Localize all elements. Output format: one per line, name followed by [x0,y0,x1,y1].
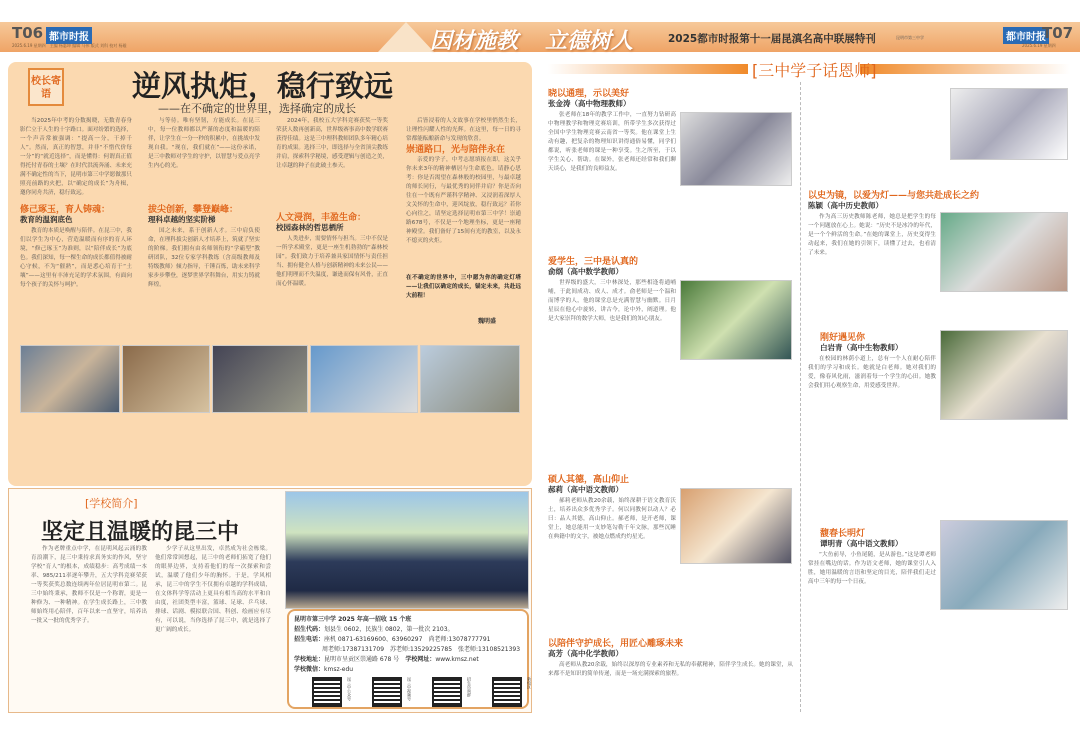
section-heading: 拔尖创新，攀登巅峰： [148,205,239,215]
closing-statement: 在不确定的世界中，三中愿为你的确定灯塔——让我们以确定的成长，锚定未来，共赴远大前程！ [406,275,521,299]
qr-code[interactable] [492,677,522,707]
qr-code[interactable] [432,677,462,707]
intro-title: 坚定且温暖的昆三中 [41,520,240,545]
info-label: 招生代码： [294,626,325,633]
qr-label: 招生咨询群 [467,677,472,697]
school-name: 昆明市第三中学 [896,35,924,40]
paper-logo: 都市时报 [46,27,92,44]
principal-label: 校长寄语 [28,68,64,106]
principal-title: 逆风执炬，稳行致远 [132,69,394,103]
banner-bar-left [548,64,748,74]
article-author: 俞纲（高中数学教师） [548,267,623,276]
section-body: 亲爱的学子，中考志愿填报在即，这关乎你未来3年的精神栖居与生命底色。请静心思考：你是否渴望在森林般的校园里，与最卓越的师长同行，与最优秀的同伴并肩？你是否向往在一个既有严谨科学精神、又浸润着深厚人文关怀的生命中，迎风绽放，稳行致远？若你心向往之，请坚定选择昆明市第三中学！崇通路678号，不仅是一个地理坐标，更是一座精神殿堂。我们备好了15间有光的教室，以及永不熄灭的火炬。 [406,157,521,244]
article-body: 在校园的林荫小道上，总有一个人在耐心陪伴我们的学习和成长。她就是白老师。她对我们的爱，像春风化雨，滋润着每一个学生的心田。她教会我们用心观察生命，用爱感受世界。 [808,356,936,389]
article-title: 以史为镜，以爱为灯——与您共赴成长之约 [808,191,980,201]
section-subheading: 理科卓越的坚实阶梯 [148,215,216,224]
qr-label: 昆三中视频号 [407,677,412,701]
article-body: 张老师在18年的教学工作中，一直努力钻研高中物理教学和物理竞赛培训，所带学生多次获得过全国中学生物理竞赛云南省一等奖。他在课堂上生动有趣，把复杂的物理知识讲得通俗易懂，同学们都说，听张老师的课是一种享受。生之所至，于以学生关心、帮助。在课外，张老师还经常和我们聊天谈心，是我们的良师益友。 [548,112,676,172]
section-body: 与等待。唯有坚韧，方能成长。在昆三中，每一位教师都以严谨的态度和温暖的陪伴，让学生在一分一秒的积累中，在挑战中发现自我。“现在，我们就在”——这份承诺，是三中教师对学生的守护，以智慧与爱点亮学生内心的光。 [148,118,260,169]
section-banner: [三中学子话恩师] [752,61,877,80]
photo-history-teacher [940,212,1068,292]
enroll-code: 划县生 0602，民族生 0802，第一批次 2103。 [324,626,454,633]
mountain-decoration [378,22,434,52]
banner-bar-right [860,64,1070,74]
page-number-right: T07 [1042,24,1074,42]
school-address: 昆明市呈贡区崇通路 678 号 [324,656,400,663]
article-title: 硕人其德，高山仰止 [548,475,630,485]
article-author: 高芳（高中化学教师） [548,649,623,658]
section-art-left: 因材施教 [430,29,519,54]
photo-chinese-teacher-2 [940,520,1068,610]
qr-code[interactable] [372,677,402,707]
section-body: 人类进步，需要情怀与担当。三中不仅是一所学术殿堂，更是一座生机勃勃的“森林校园”。我们致力于培养兼具家国情怀与责任担当、拥有健全人格与创新精神的未来公民——他们明理而不失温度，谦逊而保有风骨，正直而心怀温暖。 [276,236,388,287]
school-wechat: kmsz-edu [324,666,354,673]
intro-paragraph: 当2025年中考的分数揭晓，无数青春身影伫立于人生的十字路口。面对纷繁的选择，一个声音常被强调：“提高一分，干掉千人”。然而，真正的智慧，并非“不惜代价每一分”的“就近选择”，而是懂得：何谓真正值得托付青春的土壤？在时代洪流奔涌、未来充满不确定性的当下，昆明市第三中学愿做那只照亮前路的火把，以“确定的成长”为舟楫，邀你同舟共济，稳行致远。 [20,118,132,196]
section-heading: 崇通路口，光与陪伴永在 [406,145,506,155]
photo-library [420,345,520,413]
signature: 魏明盛 [478,318,497,325]
intro-body-col1: 作为老牌重点中学，在昆明风起云涌的教育浪潮下，昆三中秉持求真务实的作风，坚守学校“育人”的根本，成绩稳步：高考成绩一本率、985/211率逐年攀升，五大学科竞赛荣获一等奖获奖总数连续两年位居昆明市第二。昆三中始终秉承，教师不仅是一个称谓，更是一种修为、一种精神。在学生成长路上，三中教师始终用心陪伴，百年以来一直坚守，培养出一批又一批的优秀学子。 [31,546,147,624]
article-author: 张金涛（高中物理教师） [548,99,631,108]
enrollment-info [287,609,532,709]
article-title: 馥春长明灯 [820,529,866,539]
article-author: 白岩青（高中生物教师） [820,343,903,352]
special-title: 2025都市时报第十一届昆滇名高中联展特刊 [668,33,876,45]
enroll-phone: 座机 0871-63169600、63960297 尚老师:13078777791 [324,636,491,643]
article-body: 郝莉老师从教20余载，始终深耕于语文教育沃土，培养出众多优秀学子。何以同教何以动人？必曰：品人其德，高山仰止。郝老师，是开老师，课堂上，她总能用一支妙笔勾勒千年文脉，那些沉睡在典籍中的文字，被她点燃成灼灼星光。 [548,498,676,540]
info-title: 昆明市第三中学 2025 年高一招收 15 个班 [294,616,412,623]
paper-logo-right: 都市时报 [1003,27,1049,44]
photo-students [212,345,308,413]
article-body: 作为高三历史教师陈老师，她总是把学生的每一个问题放在心上。她说：“历史不是冰冷的年代，是一个个鲜活的生命。”在她的课堂上，历史变得生动起来，我们在她的引领下，读懂了过去，也看清了未来。 [808,214,936,256]
photo-school-group [285,491,529,609]
principal-subtitle: ——在不确定的世界里，选择确定的成长 [158,102,356,115]
photo-history-class [950,88,1068,160]
date-line: 2025.6.19 星期四 [12,43,46,48]
enroll-phone-2: 周老师:17387131709 苏老师:13529225785 张老师:13108521393 [322,646,521,653]
section-subheading: 教育的温润底色 [20,215,73,224]
article-title: 刚好遇见你 [820,333,866,343]
section-body: 国之未来，系于创新人才。三中肩负使命，在理科拔尖创新人才培养上，筑就了坚实的阶梯。我们拥有由名师领衔的“学霸型”教研团队，32位专家学科教练（含高级教师及特级教师）倾力指导，千锤百炼，助未来科学家步步攀登，逐梦世界学科舞台，用实力铸就辉煌。 [148,228,260,288]
intro-label: [学校简介] [85,497,138,510]
info-label: 学校地址： [294,656,325,663]
article-body: “大鱼前导，小鱼尾随，是从游也。”这是谭老师常挂在嘴边的话。作为语文老师，她的课堂引人入胜，她用温暖的言语和坚定的目光，陪伴我们走过高中三年的每一个日夜。 [808,552,936,585]
article-title: 爱学生，三中是认真的 [548,257,639,267]
section-heading: 修己琢玉，育人铸魂： [20,205,111,215]
article-body: 高老师从教20余载，始终以深厚的专业素养和无私的奉献精神，陪伴学生成长。她的课堂，从来都不是知识的简单传递，而是一场充满探索的旅程。 [548,662,793,677]
school-website[interactable]: www.kmsz.net [435,656,479,663]
school-intro-box [8,488,532,713]
page-number: T06 [12,24,44,42]
article-author: 陈颖（高中历史教师） [808,201,883,210]
info-label: 招生电话： [294,636,325,643]
info-label: 学校网址： [405,656,436,663]
photo-classroom [122,345,210,413]
section-body: 2024年，我校五大学科竞赛获奖一等奖荣获人数再创新高，世界级赛事高中数学联赛获得佳绩。这是三中理科教师团队多年精心培育的成果。选择三中，即选择与全省顶尖教练并肩，探索科学秘境，感受逻辑与创造之美，让卓越的种子在此破土参天。 [276,118,388,169]
qr-label: 新校区 [527,677,532,689]
photo-activity [310,345,418,413]
qr-label: 昆三中公众号 [347,677,352,701]
qr-code[interactable] [312,677,342,707]
photo-chinese-teacher [680,488,792,564]
article-body: 世界级的盛大，三中林深处，那些相逢将通哺哺，于此间成功、成人、成才。俞老师是一个温和而博学的人，他的课堂总是充满智慧与幽默。日月星辰在他心中旋转，讲古今，论中外，阐道理。他是大家崇拜的数学大师，也是我们的知心朋友。 [548,280,676,322]
article-title: 晓以通理，示以美好 [548,89,630,99]
section-art-right: 立德树人 [545,29,634,54]
info-label: 学校微信： [294,666,325,673]
photo-math-teacher [680,280,792,360]
date-line-right: 2025.6.19 星期四 [1022,43,1056,48]
principal-message-box [8,62,532,486]
section-body: 后皆浸着的人文故事在学校里悄然生长，让理性闪耀人性的光辉。在这里，每一日的寻常都能酝酿新命与发现的欣喜。 [406,118,521,142]
section-heading: 人文浸润，丰盈生命： [276,213,367,223]
article-author: 郝莉（高中语文教师） [548,485,623,494]
photo-physics-teacher [680,112,792,186]
article-author: 谭明青（高中语文教师） [820,539,903,548]
column-divider [800,82,801,712]
intro-body-col2: 少学子从这里出发，卓然成为社会栋梁。他们常常回想起，昆三中的老师们拓宽了他们的眼界边界，支持着他们的每一次探索和尝试，温暖了他们少年的胸怀。于是，学风相承，昆三中的学生不仅拥有卓越的学科成绩，在文体科学等活动上更具有相当高的水平和自由度，社团类型丰富，篮球、足球、乒乓球、排球、话剧、模拟联合国、科创、绘画应有尽有，可以说，当你选择了昆三中，就是选择了更广阔的成长。 [155,546,271,633]
photo-campus [20,345,120,413]
photo-biology-teacher [940,330,1068,420]
staff-line: 主编 杨惠坤 编辑 马伟 版式 刘科 校对 杨璇 [49,43,127,48]
section-body: 教育的本质是唤醒与陪伴。在昆三中，我们以学生为中心，营造温暖而有序的育人环境，“修己琢玉”为准则，以“陪伴成长”为底色。我们深知，每一棵生命的成长都值得被耐心守候，不为“催熟”，而是悉心培育于“土壤”——这里有丰沛充足的学术氛围，有面向每个孩子的关怀与呵护。 [20,228,132,288]
section-subheading: 校园森林的哲思栖所 [276,223,344,232]
article-title: 以陪伴守护成长，用匠心雕琢未来 [548,639,684,649]
